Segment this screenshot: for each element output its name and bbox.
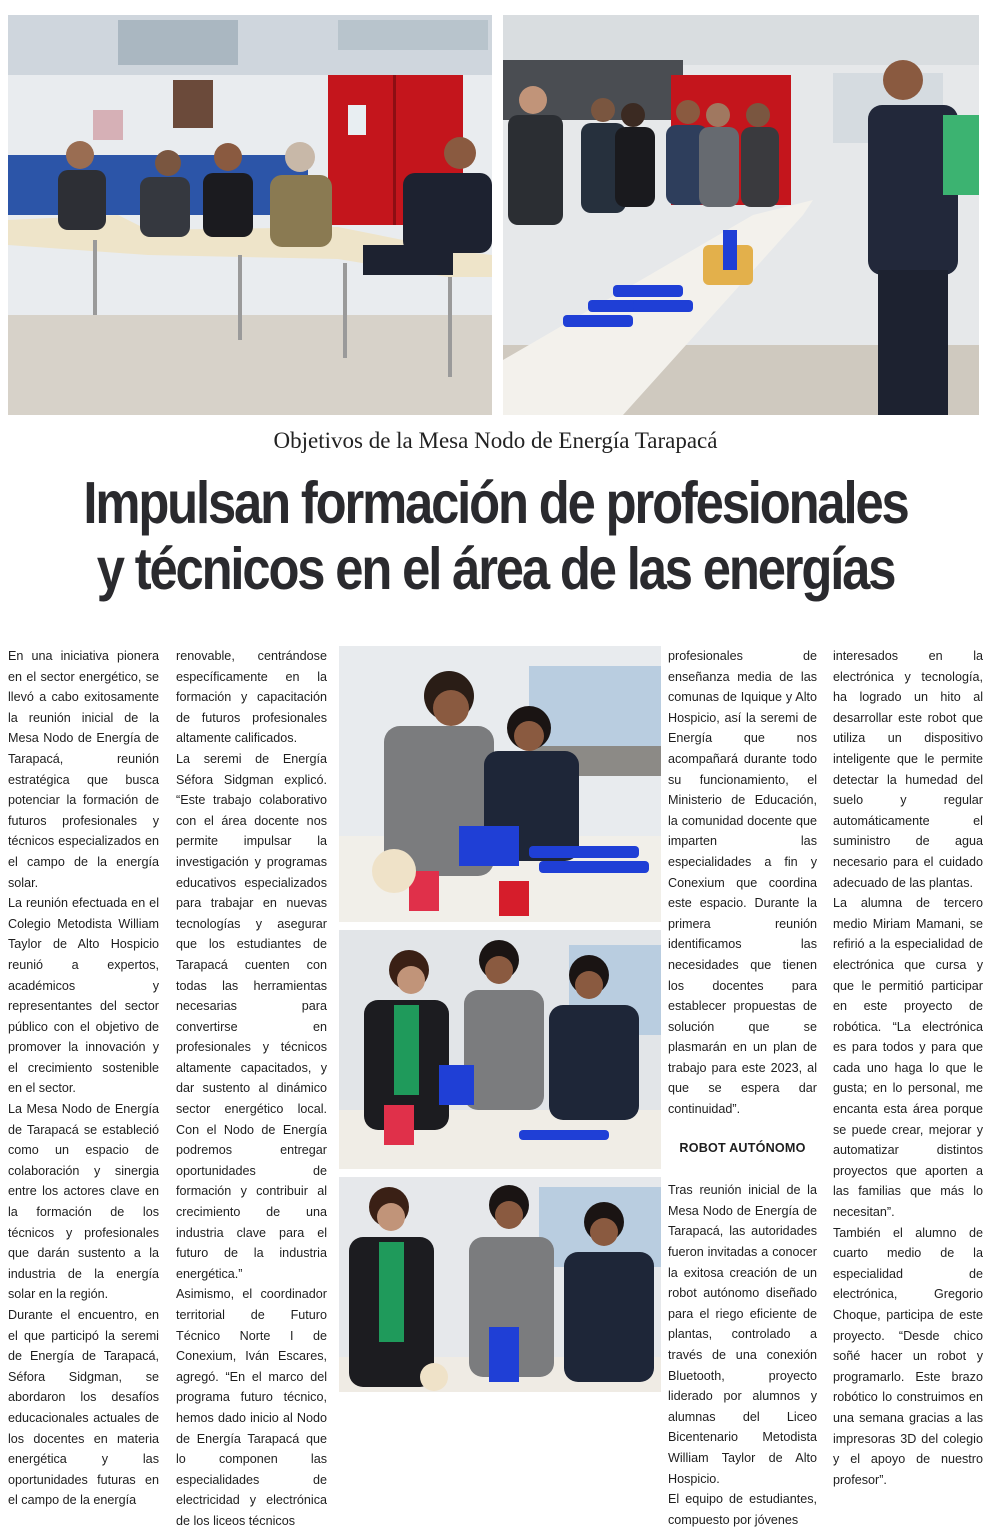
article-column-1 <box>8 646 159 1508</box>
paragraph: La Mesa Nodo de Energía de Tarapacá se estableció como un espacio de colaboración y sinergia entre los actores clave en la formación de los técnicos y profesionales que darán sustento a la industria de la energía solar en la región. <box>8 1102 159 1302</box>
paragraph: La seremi de Energía Séfora Sidgman explicó. “Este trabajo colaborativo con el área docente nos permite impulsar la investigación y programas educativos especializados para trabajar en nuevas tecnologías y asegurar que los estudiantes de Tarapacá cuenten con todas las herramientas necesarias para convertirse en profesionales y técnicos altamente capacitados, y dar sustento al dinámico sector energético local. Con el Nodo de Energía podremos entregar oportunidades de formación y contribuir al crecimiento de una industria clave para el futuro de la industria energética.” <box>176 751 327 1281</box>
paragraph: El equipo de estudiantes, compuesto por jóvenes <box>668 1492 817 1527</box>
section-subheading: ROBOT AUTÓNOMO <box>679 1140 806 1155</box>
paragraph: profesionales de enseñanza media de las comunas de Iquique y Alto Hospicio, así la seremi de Energía que nos acompañará durante todo su funcionamiento, el Ministerio de Educación, la comunidad docente que imparten las especialidades a fin y Conexium que coordina este espacio. Durante la primera reunión identificamos las necesidades que tienen los docentes para establecer propuestas de solución que se plasmarán en un plan de trabajo para este 2023, al que se espera dar continuidad”. <box>668 649 817 1117</box>
headline-line-1: Impulsan formación de profesionales <box>83 470 908 536</box>
article-column-4 <box>833 646 983 1487</box>
paragraph: Asimismo, el coordinador territorial de Futuro Técnico Norte I de Conexium, Iván Escares, agregó. “En el marco del programa futuro técnico, hemos dado inicio al Nodo de Energía Tarapacá que lo componen las especialidades de electricidad y electrónica de los liceos técnicos <box>176 1287 327 1528</box>
photo-students-1 <box>339 646 661 922</box>
paragraph: interesados en la electrónica y tecnología, ha logrado un hito al desarrollar este robot que utiliza un dispositivo inteligente que le permite detectar la humedad del suelo y regular automáticamente el suministro de agua necesario para el cuidado adecuado de las plantas. <box>833 649 983 890</box>
paragraph: renovable, centrándose específicamente en la formación y capacitación de futuros profesionales altamente calificados. <box>176 649 327 746</box>
article-kicker: Objetivos de la Mesa Nodo de Energía Tarapacá <box>273 428 718 453</box>
article-headline <box>78 470 913 602</box>
photo-students-2 <box>339 930 661 1169</box>
paragraph: Tras reunión inicial de la Mesa Nodo de Energía de Tarapacá, las autoridades fueron invitadas a conocer la exitosa creación de un robot autónomo diseñado para el riego eficiente de plantas, controlado a través de una conexión Bluetooth, proyecto liderado por alumnos y alumnas del Liceo Bicentenario Metodista William Taylor de Alto Hospicio. <box>668 1183 817 1486</box>
photo-robot-demo <box>503 15 979 415</box>
paragraph: Durante el encuentro, en el que participó la seremi de Energía de Tarapacá, Séfora Sidgman, se abordaron los desafíos educacionales actuales de los docentes en materia energética y las oportunidades futuras en el campo de la energía <box>8 1308 159 1508</box>
headline-line-2: y técnicos en el área de las energías <box>96 536 895 602</box>
paragraph: La reunión efectuada en el Colegio Metodista William Taylor de Alto Hospicio reunió a expertos, académicos y representantes del sector público con el objetivo de promover la innovación y el crecimiento sostenible en el sector. <box>8 896 159 1096</box>
paragraph: La alumna de tercero medio Miriam Mamani, se refirió a la especialidad de electrónica que cursa y que le permitió participar en este proyecto de robótica. “La electrónica es para todos y para que cada uno haga lo que le gusta; en lo personal, me encanta esta área porque se puede crear, mejorar y automatizar distintos proyectos que aporten a las familias que más lo necesitan”. <box>833 896 983 1220</box>
photo-students-3 <box>339 1177 661 1392</box>
photo-meeting <box>8 15 492 415</box>
article-column-2 <box>176 646 327 1528</box>
article-column-3 <box>668 646 817 1527</box>
paragraph: También el alumno de cuarto medio de la especialidad de electrónica, Gregorio Choque, participa de este proyecto. “Desde chico soñé hacer un robot y programarlo. Este brazo robótico lo construimos en una semana gracias a las impresoras 3D del colegio y el apoyo de nuestro profesor”. <box>833 1225 983 1487</box>
paragraph: En una iniciativa pionera en el sector energético, se llevó a cabo exitosamente la reunión inicial de la Mesa Nodo de Energía de Tarapacá, reunión estratégica que busca potenciar la formación de futuros profesionales y técnicos especializados en el campo de la energía solar. <box>8 649 159 890</box>
